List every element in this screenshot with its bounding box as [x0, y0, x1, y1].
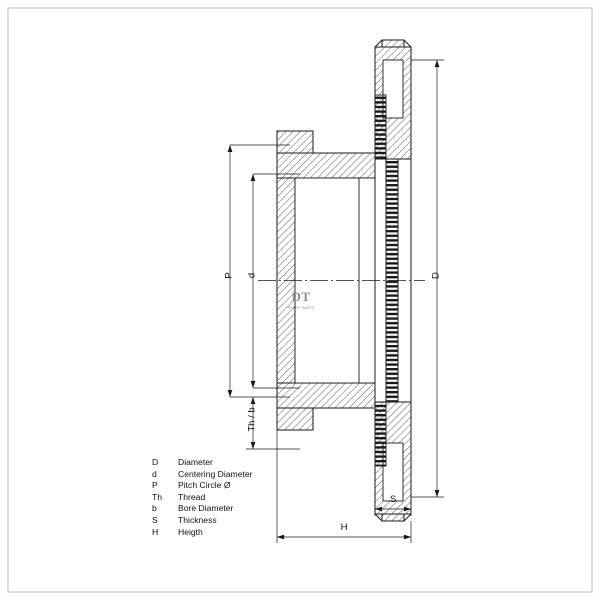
legend-symbol: D: [152, 457, 159, 467]
rib-block-upper: [375, 95, 386, 159]
legend-row: [152, 480, 382, 492]
logo-text: DT: [291, 289, 311, 304]
dim-label-H: H: [340, 522, 348, 533]
legend-symbol: S: [152, 514, 158, 525]
legend-row: [152, 457, 382, 469]
hub-flange-upper: [277, 131, 313, 153]
legend-row: [152, 527, 382, 539]
legend-row: [152, 492, 382, 504]
legend-symbol: b: [152, 503, 157, 514]
legend-symbol: H: [152, 526, 159, 537]
dim-label-Th-b: Th / b: [246, 407, 258, 432]
dim-label-d: d: [246, 272, 258, 279]
legend-description: Thickness: [178, 514, 217, 525]
arrow-P-bottom: [228, 390, 233, 397]
dim-label-P: P: [223, 272, 235, 279]
legend-description: Centering Diameter: [178, 468, 253, 479]
legend: [152, 457, 382, 538]
legend-description: Thread: [178, 491, 206, 502]
legend-description: Bore Diameter: [178, 503, 234, 514]
dim-label-S: S: [389, 494, 397, 505]
dt-spare-parts-logo: [283, 289, 319, 310]
arrow-D-top: [435, 60, 440, 67]
arrow-H-right: [404, 535, 411, 540]
legend-symbol: Th: [152, 491, 163, 502]
arrow-d-bottom: [251, 381, 256, 388]
arrow-P-top: [228, 145, 233, 152]
legend-row: [152, 469, 382, 481]
arrow-d-top: [251, 174, 256, 181]
arrow-D-bottom: [435, 490, 440, 497]
legend-symbol: P: [152, 480, 158, 491]
dim-label-D: D: [430, 272, 442, 279]
legend-description: Heigth: [178, 526, 203, 537]
ring-top-cap: [382, 40, 404, 47]
legend-symbol: d: [152, 468, 157, 479]
legend-row: [152, 503, 382, 515]
logo-subtext: SPARE PARTS: [287, 306, 315, 310]
legend-description: Pitch Circle Ø: [178, 480, 231, 491]
ring-bottom-cap: [382, 514, 404, 521]
hub-flange-lower: [277, 408, 313, 430]
legend-description: Diameter: [178, 457, 213, 467]
legend-row: [152, 515, 382, 527]
hub-wall-lower: [277, 383, 375, 408]
